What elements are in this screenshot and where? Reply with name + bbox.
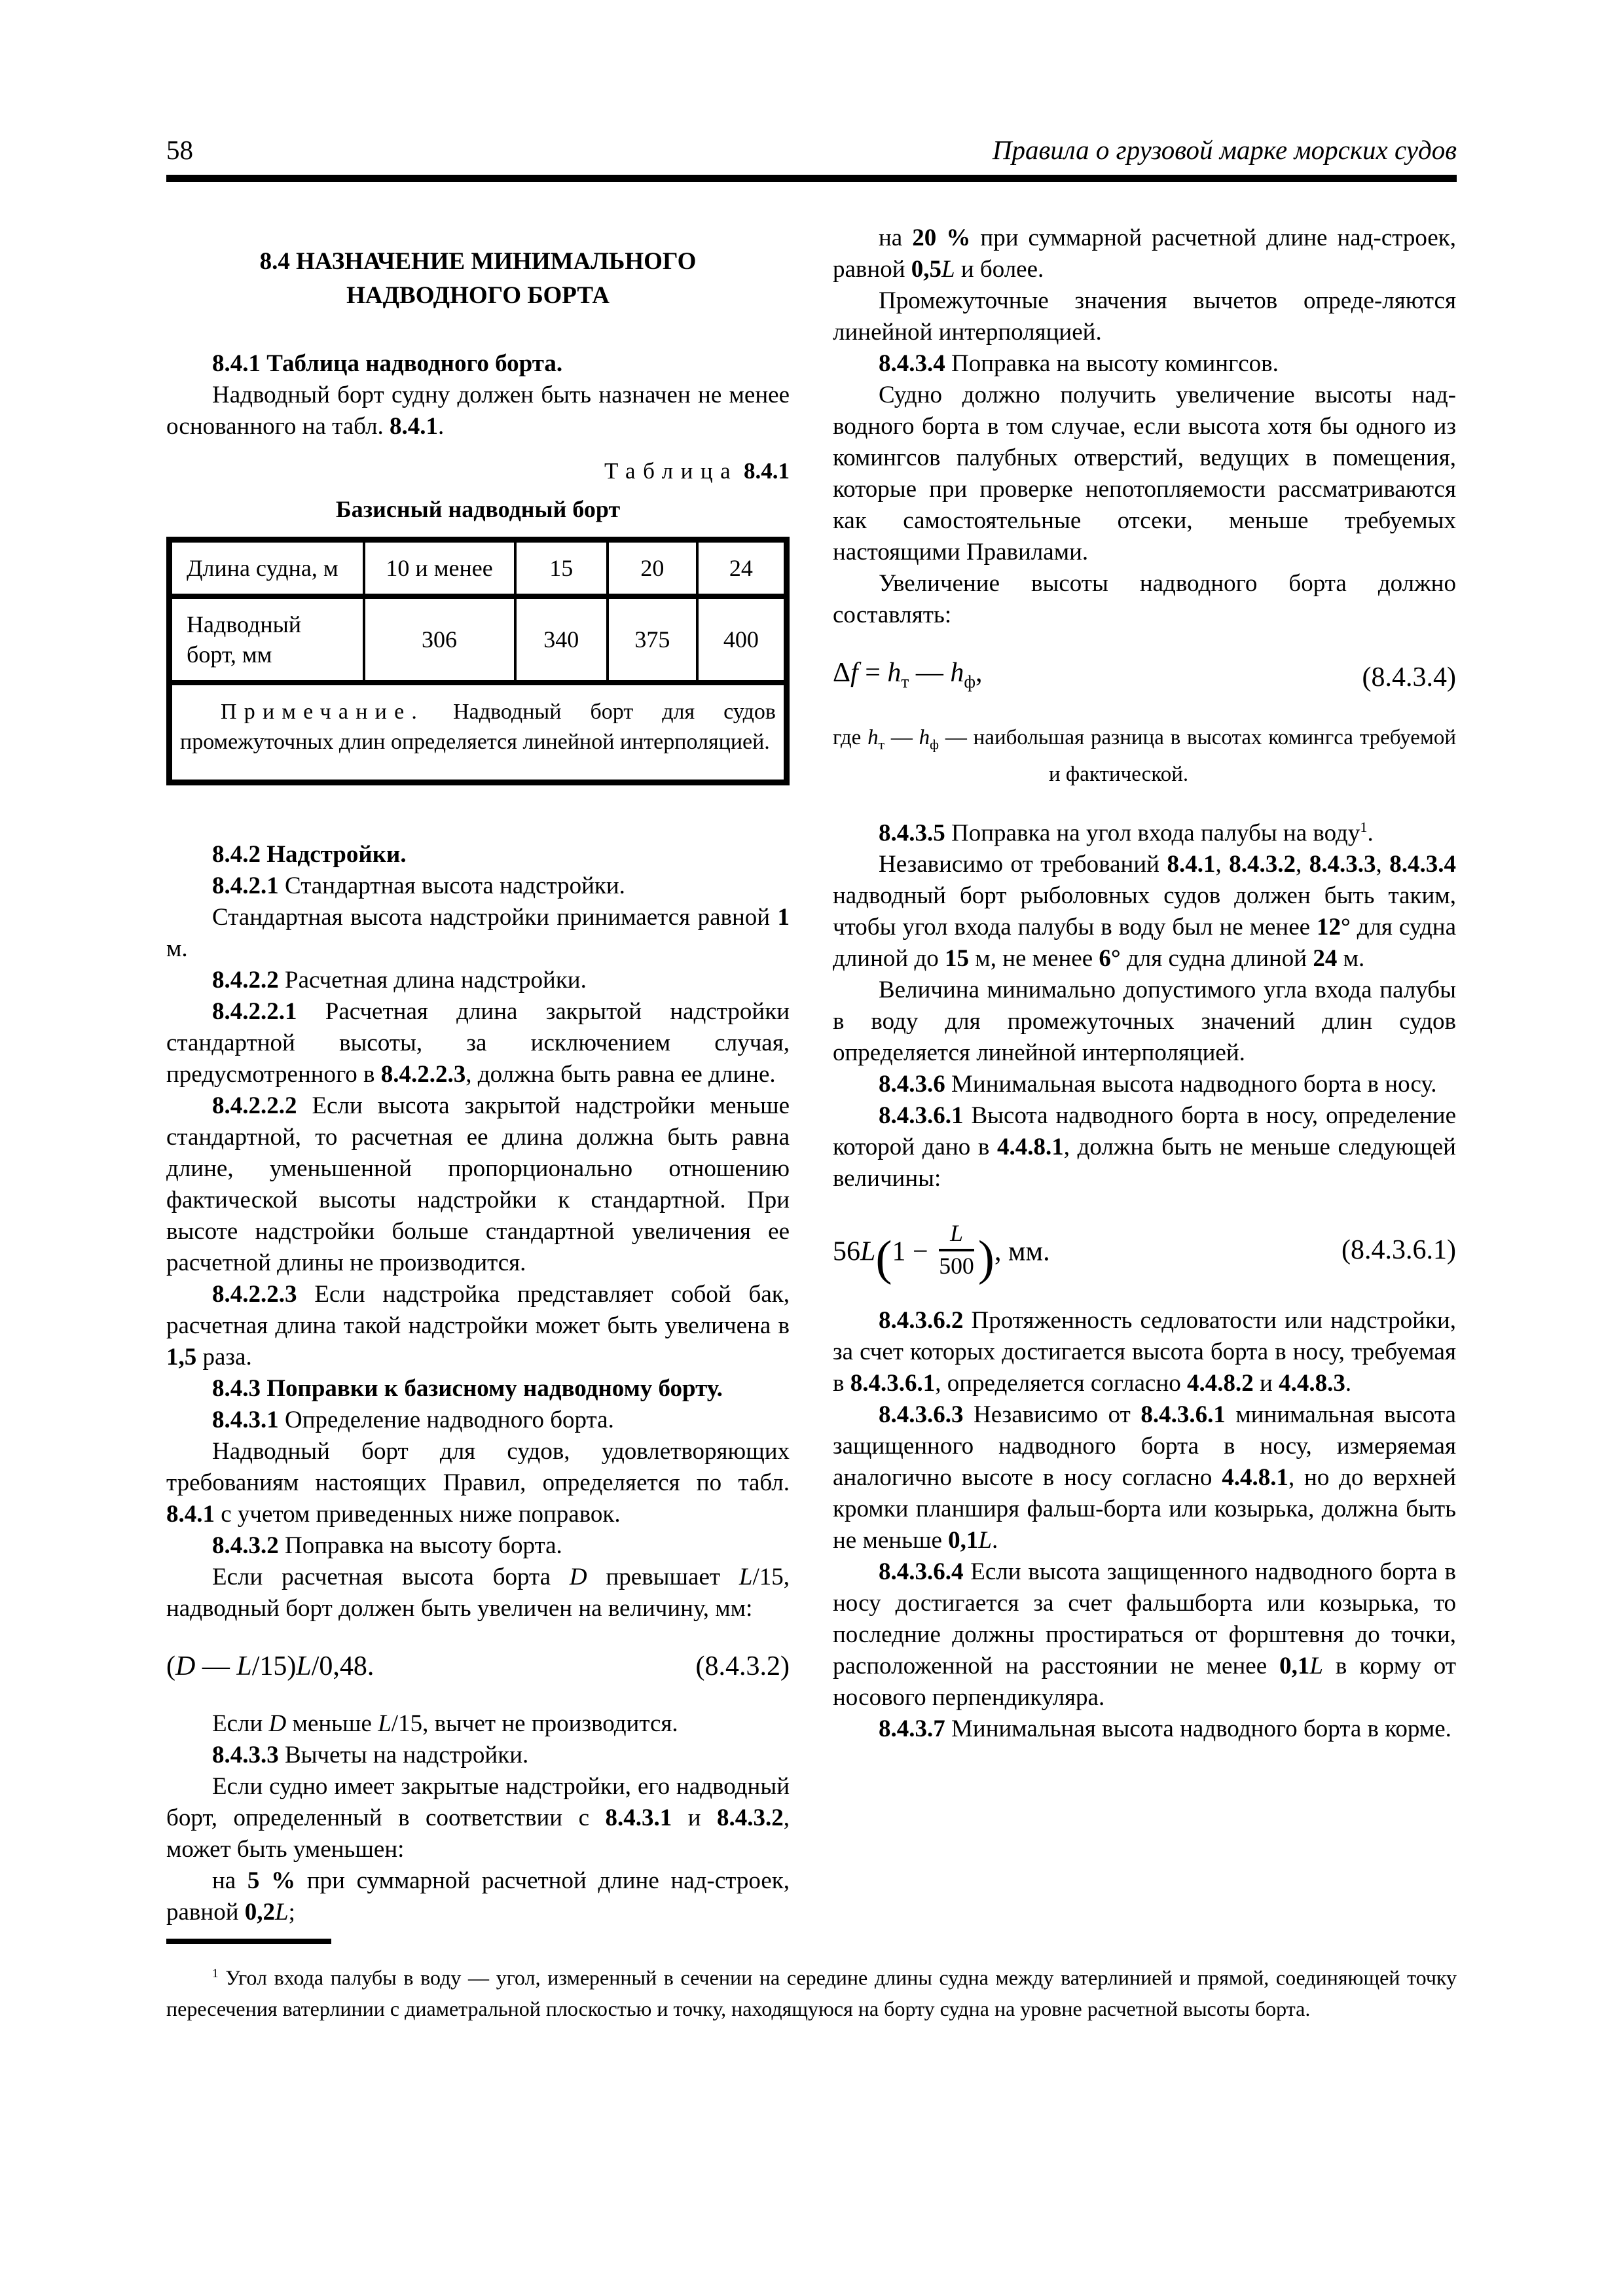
formula-explanation: где $h_т$ — $h_ф$ — наибольшая разница в высотах комингса требуемой и фактической. xyxy=(833,726,1457,786)
table-cell: 400 xyxy=(697,596,787,683)
paragraph: 8.4.2.2.3 Если надстройка представляет собой бак, расчетная длина такой надстройки может быть увеличена в 1,5 раза. xyxy=(166,1281,790,1371)
section-title-line1: 8.4 НАЗНАЧЕНИЕ МИНИМАЛЬНОГО xyxy=(259,248,697,275)
heading-8-4-1: 8.4.1 Таблица надводного борта. xyxy=(212,350,563,377)
table-cell: 340 xyxy=(515,596,608,683)
right-column xyxy=(833,182,1456,1745)
paragraph: Стандартная высота надстройки принимается равной 1 м. xyxy=(166,904,790,962)
paragraph: Если D меньше L/15, вычет не производится. xyxy=(212,1710,678,1737)
table-cell: 375 xyxy=(608,596,697,683)
table-note xyxy=(170,683,787,783)
paragraph: Надводный борт судну должен быть назначен не менее основанного на табл. 8.4.1. xyxy=(166,382,790,440)
running-header xyxy=(166,134,1457,166)
table-caption xyxy=(166,456,790,487)
table-caption-word: Таблица xyxy=(604,458,739,484)
formula-number: (8.4.3.2) xyxy=(695,1651,790,1681)
table-header-cell: Длина судна, м xyxy=(170,540,364,597)
left-column-text-before-table xyxy=(166,348,790,442)
paragraph: Промежуточные значения вычетов опреде-ляются линейной интерполяцией. xyxy=(833,287,1456,346)
heading-8-4-3-4: 8.4.3.4 Поправка на высоту комингсов. xyxy=(879,350,1279,377)
paragraph: 8.4.3.6.1 Высота надводного борта в носу, определение которой дано в 4.4.8.1, должна быть не меньше следующей величины: xyxy=(833,1102,1456,1193)
left-column-text-after-table xyxy=(166,839,790,1928)
heading-8-4-2: 8.4.2 Надстройки. xyxy=(212,841,407,868)
heading-8-4-3-3: 8.4.3.3 Вычеты на надстройки. xyxy=(212,1742,529,1768)
table-header-row xyxy=(170,540,787,597)
section-title-line2: НАДВОДНОГО БОРТА xyxy=(346,282,610,309)
paragraph: на 20 % при суммарной расчетной длине над-строек, равной 0,5L и более. xyxy=(833,224,1456,283)
heading-8-4-3: 8.4.3 Поправки к базисному надводному борту. xyxy=(212,1375,723,1402)
page-number: 58 xyxy=(166,135,193,165)
formula-expression: $\Delta f = h_т$ — $h_ф$, xyxy=(833,658,983,692)
left-column xyxy=(166,182,790,1928)
heading-8-4-2-2: 8.4.2.2 Расчетная длина надстройки. xyxy=(212,967,587,994)
heading-8-4-2-1: 8.4.2.1 Стандартная высота надстройки. xyxy=(212,872,625,899)
paragraph: Независимо от требований 8.4.1, 8.4.3.2, 8.4.3.3, 8.4.3.4 надводный борт рыболовных судов должен быть таким, чтобы угол входа палубы в воду был не менее 12° для судна длиной до 15 м, не менее 6° для судна длиной 24 м. xyxy=(833,851,1456,973)
table-note-text: Надводный борт для судов промежуточных длин определяется линейной интерполяцией. xyxy=(180,700,776,754)
two-column-layout xyxy=(166,182,1457,1928)
paragraph: Если судно имеет закрытые надстройки, его надводный борт, определенный в соответствии с 8.4.3.1 и 8.4.3.2, может быть уменьшен: xyxy=(166,1773,790,1863)
footnote-area xyxy=(166,1939,1457,2024)
table-header-cell: 10 и менее xyxy=(364,540,515,597)
paragraph: на 5 % при суммарной расчетной длине над-строек, равной 0,2L; xyxy=(166,1867,790,1926)
heading-8-4-3-5: 8.4.3.5 Поправка на угол входа палубы на воду$^1$. xyxy=(879,818,1374,847)
footnote-text: $^1$ Угол входа палубы в воду — угол, измеренный в сечении на середине длины судна между ватерлинией и прямой, соединяющей точку пересечения ватерлинии с диаметральной плоскостью и точку, находящуюся на борту судна на уровне расчетной высоты борта. xyxy=(166,1965,1457,2020)
table-cell: 306 xyxy=(364,596,515,683)
table-title: Базисный надводный борт xyxy=(335,496,621,522)
paragraph: Если расчетная высота борта D превышает L/15, надводный борт должен быть увеличен на величину, мм: xyxy=(166,1564,790,1622)
table-header-cell: 20 xyxy=(608,540,697,597)
table-caption-number: 8.4.1 xyxy=(744,458,790,484)
table-header-cell: 15 xyxy=(515,540,608,597)
formula-number: (8.4.3.6.1) xyxy=(1341,1234,1456,1265)
formula-expression: 56L(1 − $\frac{L}{500}$ ), мм. xyxy=(833,1220,1050,1286)
paragraph: Надводный борт для судов, удовлетворяющих требованиям настоящих Правил, определяется по табл. 8.4.1 с учетом приведенных ниже поправок. xyxy=(166,1438,790,1528)
paragraph: Судно должно получить увеличение высоты над-водного борта в том случае, если высота хотя бы одного из комингсов палубных отверстий, ведущих в помещения, которые при проверке непотопляемости рассматриваются как самостоятельные отсеки, меньше требуемых настоящими Правилами. xyxy=(833,382,1456,565)
freeboard-table xyxy=(166,537,790,785)
table-data-row xyxy=(170,596,787,683)
paragraph: 8.4.2.2.2 Если высота закрытой надстройки меньше стандартной, то расчетная ее длина должна быть равна длине, уменьшенной пропорционально отношению фактической высоты надстройки к стандартной. При высоте надстройки больше стандартной увеличения ее расчетной длины не производится. xyxy=(166,1092,790,1276)
formula-number: (8.4.3.4) xyxy=(1362,662,1456,692)
paragraph: Величина минимально допустимого угла входа палубы в воду для промежуточных значений длин судов определяется линейной интерполяцией. xyxy=(833,977,1456,1067)
formula-8-4-3-2 xyxy=(166,1651,790,1682)
paragraph: Увеличение высоты надводного борта должно составлять: xyxy=(833,570,1456,628)
footnote-rule xyxy=(166,1939,331,1944)
paragraph: 8.4.2.2.1 Расчетная длина закрытой надстройки стандартной высоты, за исключением случая, предусмотренного в 8.4.2.2.3, должна быть равна ее длине. xyxy=(166,998,790,1088)
paragraph: 8.4.3.6.3 Независимо от 8.4.3.6.1 минимальная высота защищенного надводного борта в носу, измеряемая аналогично высоте в носу согласно 4.4.8.1, но до верхней кромки планширя фальш-борта или козырька, должна быть не меньше 0,1L. xyxy=(833,1401,1456,1554)
paragraph: 8.4.3.6.4 Если высота защищенного надводного борта в носу достигается за счет фальшборта или козырька, то последние должны простираться от форштевня до точки, расположенной на расстоянии не менее 0,1L в корму от носового перпендикуляра. xyxy=(833,1558,1456,1711)
section-title xyxy=(166,245,790,313)
formula-8-4-3-6-1 xyxy=(833,1220,1456,1286)
heading-8-4-3-2: 8.4.3.2 Поправка на высоту борта. xyxy=(212,1532,562,1559)
running-title: Правила о грузовой марке морских судов xyxy=(992,135,1457,165)
header-rule xyxy=(166,175,1457,182)
heading-8-4-3-6: 8.4.3.6 Минимальная высота надводного борта в носу. xyxy=(879,1071,1437,1098)
formula-8-4-3-4 xyxy=(833,657,1456,697)
heading-8-4-3-7: 8.4.3.7 Минимальная высота надводного борта в корме. xyxy=(879,1715,1451,1742)
table-row-label: Надводный борт, мм xyxy=(170,596,364,683)
table-header-cell: 24 xyxy=(697,540,787,597)
heading-8-4-3-1: 8.4.3.1 Определение надводного борта. xyxy=(212,1407,614,1433)
formula-expression: (D — L/15)L/0,48. xyxy=(166,1651,374,1681)
paragraph: 8.4.3.6.2 Протяженность седловатости или надстройки, за счет которых достигается высота борта в носу, требуемая в 8.4.3.6.1, определяется согласно 4.4.8.2 и 4.4.8.3. xyxy=(833,1306,1456,1397)
table-note-label: Примечание. xyxy=(221,700,425,724)
table-note-row xyxy=(170,683,787,783)
